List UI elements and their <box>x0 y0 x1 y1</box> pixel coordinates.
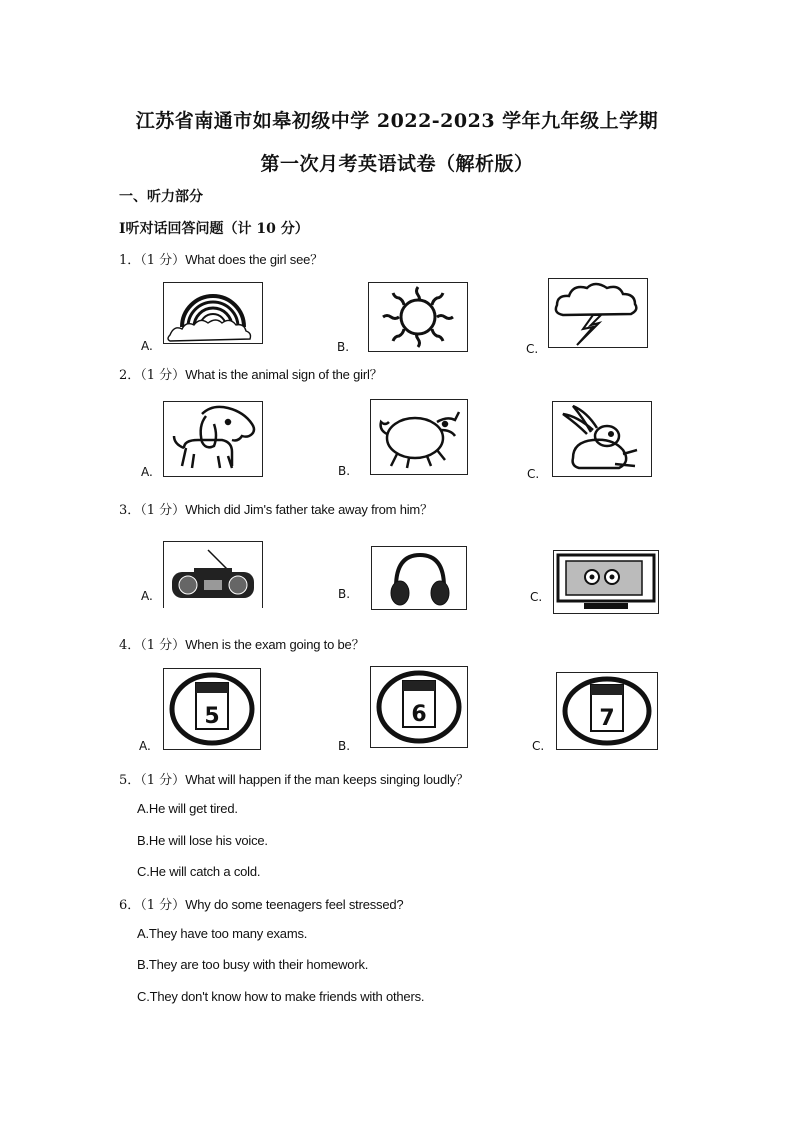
option-a: A.They have too many exams. <box>137 926 308 941</box>
pig-icon <box>370 399 468 475</box>
headphones-icon <box>371 546 467 610</box>
question-text: Which did Jim's father take away from him？ <box>185 502 433 517</box>
option-c: C.They don't know how to make friends with others. <box>137 989 425 1004</box>
rabbit-icon <box>552 401 652 477</box>
option-label-b: B. <box>338 739 351 753</box>
calendar-icon <box>370 666 468 748</box>
option-c: C.He will catch a cold. <box>137 864 261 879</box>
option-label-c: C. <box>526 342 539 356</box>
question-number: 6．（1 分） <box>119 898 186 913</box>
sun-icon <box>368 282 468 352</box>
option-label-b: B. <box>338 464 351 478</box>
document-title-line1: 江苏省南通市如皋初级中学 2022-2023 学年九年级上学期 <box>135 110 659 132</box>
question-6 <box>119 894 403 913</box>
question-3 <box>119 499 433 518</box>
television-icon <box>553 550 659 614</box>
option-label-b: B. <box>337 340 350 354</box>
option-label-a: A. <box>139 739 151 753</box>
question-2 <box>119 364 382 383</box>
calendar-date-b: 6 <box>411 702 427 727</box>
radio-icon <box>163 541 263 608</box>
question-text: What will happen if the man keeps singing loudly？ <box>185 772 469 787</box>
rainbow-icon <box>163 282 263 344</box>
question-number: 1．（1 分） <box>119 253 186 268</box>
thunder-cloud-icon <box>548 278 648 348</box>
question-1 <box>119 249 323 268</box>
option-label-c: C. <box>527 467 540 481</box>
option-b: B.They are too busy with their homework. <box>137 957 369 972</box>
section-heading: 一、听力部分 <box>119 189 203 205</box>
question-number: 2．（1 分） <box>119 368 186 383</box>
option-label-b: B. <box>338 587 351 601</box>
question-text: Why do some teenagers feel stressed? <box>185 897 404 912</box>
calendar-icon <box>163 668 261 750</box>
question-number: 5．（1 分） <box>119 773 186 788</box>
question-5 <box>119 769 469 788</box>
question-text: What is the animal sign of the girl？ <box>185 367 383 382</box>
document-title-line2: 第一次月考英语试卷（解析版） <box>260 153 534 175</box>
question-4 <box>119 634 364 653</box>
calendar-date-a: 5 <box>204 704 220 729</box>
option-label-a: A. <box>141 339 153 353</box>
option-label-a: A. <box>141 465 153 479</box>
option-label-c: C. <box>530 590 543 604</box>
question-text: What does the girl see？ <box>185 252 323 267</box>
option-b: B.He will lose his voice. <box>137 833 268 848</box>
dog-icon <box>163 401 263 477</box>
question-text: When is the exam going to be？ <box>185 637 365 652</box>
option-label-c: C. <box>532 739 545 753</box>
option-label-a: A. <box>141 589 153 603</box>
option-a: A.He will get tired. <box>137 801 238 816</box>
subsection-heading: I听对话回答问题（计 10 分） <box>119 221 309 237</box>
question-number: 3．（1 分） <box>119 503 186 518</box>
calendar-date-c: 7 <box>599 706 615 731</box>
calendar-icon <box>556 672 658 750</box>
question-number: 4．（1 分） <box>119 638 186 653</box>
